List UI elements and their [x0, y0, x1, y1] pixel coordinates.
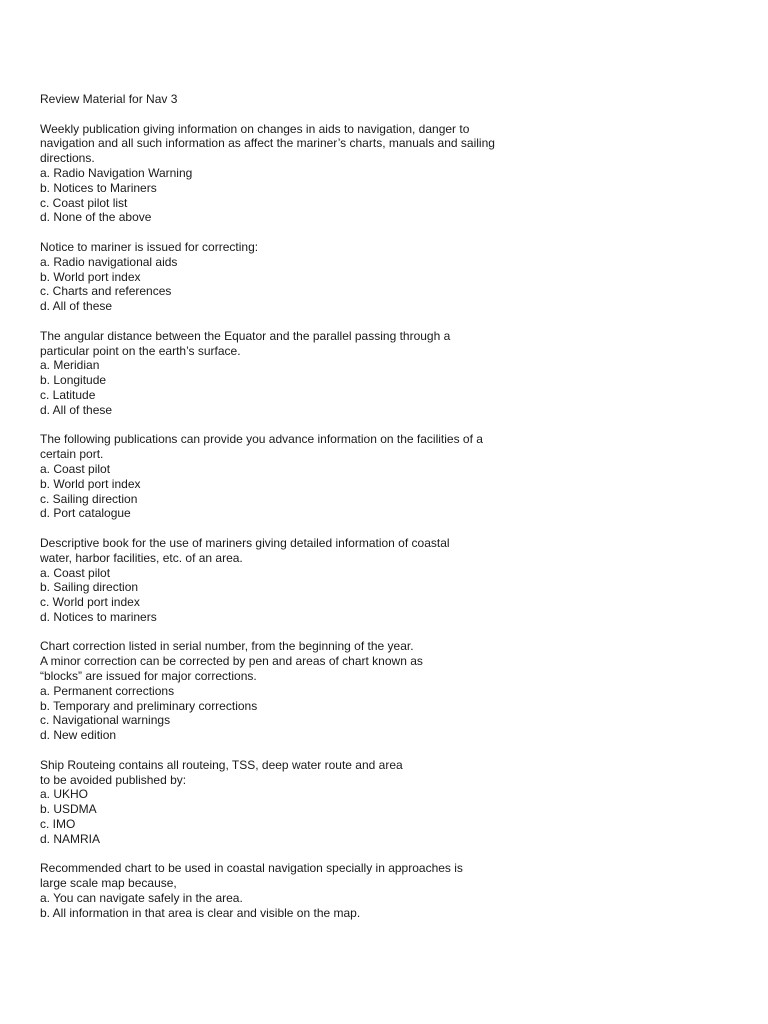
question-3-option-c: c. Latitude	[40, 387, 96, 402]
question-8-option-b: b. All information in that area is clear and visible on the map.	[40, 905, 361, 920]
document-title: Review Material for Nav 3	[40, 92, 178, 106]
question-1-option-a: a. Radio Navigation Warning	[40, 165, 193, 180]
question-3-option-b: b. Longitude	[40, 373, 107, 388]
question-2	[40, 240, 740, 314]
question-4-prompt-line-2: certain port.	[40, 447, 104, 462]
question-3-prompt-line-1: The angular distance between the Equator and the parallel passing through a	[40, 328, 451, 343]
question-8-option-a: a. You can navigate safely in the area.	[40, 891, 243, 906]
question-4-option-d: d. Port catalogue	[40, 506, 131, 521]
question-4-option-a: a. Coast pilot	[40, 461, 111, 476]
question-1-option-c: c. Coast pilot list	[40, 195, 128, 210]
question-8	[40, 861, 740, 920]
question-8-prompt-line-1: Recommended chart to be used in coastal navigation specially in approaches is	[40, 861, 463, 876]
question-4-option-c: c. Sailing direction	[40, 491, 138, 506]
question-6-prompt-line-2: A minor correction can be corrected by pen and areas of chart known as	[40, 654, 423, 669]
question-7-option-d: d. NAMRIA	[40, 831, 101, 846]
question-7-prompt-line-1: Ship Routeing contains all routeing, TSS, deep water route and area	[40, 757, 403, 772]
question-5-prompt-line-2: water, harbor facilities, etc. of an area.	[40, 550, 243, 565]
question-1-option-b: b. Notices to Mariners	[40, 180, 157, 195]
question-5-option-c: c. World port index	[40, 595, 140, 610]
question-7-option-b: b. USDMA	[40, 802, 97, 817]
question-3	[40, 329, 740, 418]
question-3-option-d: d. All of these	[40, 402, 113, 417]
question-2-option-d: d. All of these	[40, 299, 113, 314]
question-1-prompt-line-2: navigation and all such information as affect the mariner’s charts, manuals and sailing	[40, 136, 495, 151]
question-5-option-b: b. Sailing direction	[40, 580, 139, 595]
question-5-prompt-line-1: Descriptive book for the use of mariners giving detailed information of coastal	[40, 535, 450, 550]
question-7-prompt-line-2: to be avoided published by:	[40, 772, 187, 787]
question-2-option-a: a. Radio navigational aids	[40, 254, 178, 269]
question-6	[40, 639, 740, 743]
question-3-option-a: a. Meridian	[40, 358, 100, 373]
question-2-option-b: b. World port index	[40, 269, 141, 284]
question-2-prompt-line-1: Notice to mariner is issued for correcting:	[40, 239, 259, 254]
question-4	[40, 432, 740, 521]
question-4-option-b: b. World port index	[40, 476, 141, 491]
question-7	[40, 758, 740, 847]
question-1-prompt-line-3: directions.	[40, 151, 95, 166]
question-4-prompt-line-1: The following publications can provide you advance information on the facilities of a	[40, 432, 483, 447]
question-6-option-a: a. Permanent corrections	[40, 683, 175, 698]
question-7-option-a: a. UKHO	[40, 787, 89, 802]
question-6-prompt-line-1: Chart correction listed in serial number, from the beginning of the year.	[40, 639, 414, 654]
question-3-prompt-line-2: particular point on the earth’s surface.	[40, 343, 241, 358]
question-8-prompt-line-2: large scale map because,	[40, 876, 177, 891]
question-7-option-c: c. IMO	[40, 817, 76, 832]
question-6-option-d: d. New edition	[40, 728, 117, 743]
question-5-option-d: d. Notices to mariners	[40, 609, 157, 624]
question-2-option-c: c. Charts and references	[40, 284, 172, 299]
question-1	[40, 122, 740, 226]
document-page	[40, 92, 740, 935]
question-5-option-a: a. Coast pilot	[40, 565, 111, 580]
question-1-option-d: d. None of the above	[40, 210, 152, 225]
question-6-option-b: b. Temporary and preliminary corrections	[40, 698, 258, 713]
question-6-prompt-line-3: “blocks” are issued for major corrections.	[40, 669, 257, 684]
question-6-option-c: c. Navigational warnings	[40, 713, 171, 728]
question-5	[40, 536, 740, 625]
question-1-prompt-line-1: Weekly publication giving information on changes in aids to navigation, danger to	[40, 121, 470, 136]
